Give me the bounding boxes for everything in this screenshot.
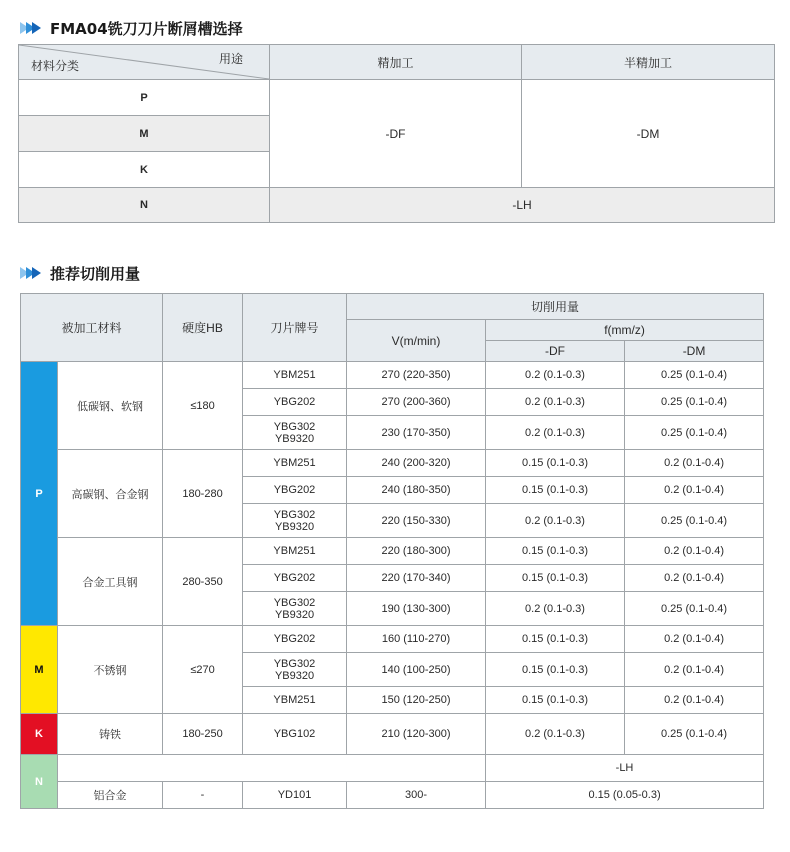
hardness-value: 280-350: [163, 538, 243, 626]
grade-line: YBG302: [273, 596, 316, 609]
material-p-cell: P: [19, 80, 270, 116]
band-m: M: [21, 626, 58, 714]
header-material: 被加工材料: [21, 294, 163, 362]
feed-dm-cell: 0.25 (0.1-0.4): [625, 592, 764, 626]
usage-label: 用途: [218, 52, 243, 66]
speed-cell: 240 (180-350): [347, 477, 486, 504]
hardness-value: ≤270: [163, 626, 243, 714]
material-k-cell: K: [19, 152, 270, 188]
double-arrow-icon: [20, 21, 42, 35]
speed-cell: 270 (220-350): [347, 362, 486, 389]
speed-cell: 150 (120-250): [347, 687, 486, 714]
speed-cell: 230 (170-350): [347, 416, 486, 450]
feed-df-cell: 0.2 (0.1-0.3): [486, 504, 625, 538]
grade-line: YB9320: [274, 608, 315, 621]
grade-cell: YBM251: [243, 538, 347, 565]
pmk-finishing-value: -DF: [270, 80, 522, 188]
material-name: 不锈钢: [58, 626, 163, 714]
grade-line: YB9320: [274, 669, 315, 682]
grade-line: YBG302: [273, 657, 316, 670]
material-name: 合金工具钢: [58, 538, 163, 626]
feed-df-cell: 0.15 (0.1-0.3): [486, 687, 625, 714]
grade-line: YB9320: [274, 520, 315, 533]
grade-line: YBG302: [273, 508, 316, 521]
grade-cell: YBG202: [243, 389, 347, 416]
hardness-value: ≤180: [163, 362, 243, 450]
feed-dm-cell: 0.25 (0.1-0.4): [625, 389, 764, 416]
n-blank-cell: [58, 755, 486, 782]
material-n-cell: N: [19, 188, 270, 223]
speed-cell: 190 (130-300): [347, 592, 486, 626]
double-arrow-icon: [20, 266, 42, 280]
header-df: -DF: [486, 341, 625, 362]
feed-df-cell: 0.15 (0.1-0.3): [486, 626, 625, 653]
pmk-semi-finishing-value: -DM: [522, 80, 775, 188]
feed-dm-cell: 0.2 (0.1-0.4): [625, 653, 764, 687]
grade-cell: [243, 653, 347, 687]
band-p: P: [21, 362, 58, 626]
grade-cell: YBG102: [243, 714, 347, 755]
speed-cell: 220 (180-300): [347, 538, 486, 565]
hardness-value: 180-280: [163, 450, 243, 538]
grade-line: YB9320: [274, 432, 315, 445]
col-header-finishing: 精加工: [270, 45, 522, 80]
feed-dm-cell: 0.2 (0.1-0.4): [625, 538, 764, 565]
grade-cell: [243, 504, 347, 538]
feed-dm-cell: 0.25 (0.1-0.4): [625, 362, 764, 389]
speed-cell: 220 (170-340): [347, 565, 486, 592]
feed-dm-cell: 0.2 (0.1-0.4): [625, 565, 764, 592]
grade-cell: [243, 416, 347, 450]
feed-df-cell: 0.2 (0.1-0.3): [486, 714, 625, 755]
feed-df-cell: 0.2 (0.1-0.3): [486, 389, 625, 416]
feed-df-cell: 0.2 (0.1-0.3): [486, 362, 625, 389]
grade-cell: YBM251: [243, 362, 347, 389]
feed-df-cell: 0.15 (0.1-0.3): [486, 450, 625, 477]
cutting-data-table: [20, 293, 764, 809]
material-name: 铝合金: [58, 782, 163, 809]
grade-line: YBG302: [273, 420, 316, 433]
material-class-label: 材料分类: [31, 59, 80, 73]
material-m-cell: M: [19, 116, 270, 152]
grade-cell: YBG202: [243, 626, 347, 653]
feed-dm-cell: 0.2 (0.1-0.4): [625, 450, 764, 477]
header-cutting: 切削用量: [347, 294, 764, 320]
diagonal-header-cell: [19, 45, 270, 80]
section-title-text: 推荐切削用量: [50, 264, 141, 283]
feed-lh-cell: 0.15 (0.05-0.3): [486, 782, 764, 809]
speed-cell: 300-: [347, 782, 486, 809]
feed-dm-cell: 0.25 (0.1-0.4): [625, 416, 764, 450]
feed-dm-cell: 0.25 (0.1-0.4): [625, 714, 764, 755]
grade-cell: [243, 592, 347, 626]
grade-cell: YD101: [243, 782, 347, 809]
speed-cell: 210 (120-300): [347, 714, 486, 755]
col-header-semi-finishing: 半精加工: [522, 45, 775, 80]
feed-df-cell: 0.15 (0.1-0.3): [486, 538, 625, 565]
feed-dm-cell: 0.2 (0.1-0.4): [625, 687, 764, 714]
grade-cell: YBG202: [243, 477, 347, 504]
grade-cell: YBG202: [243, 565, 347, 592]
header-grade: 刀片牌号: [243, 294, 347, 362]
section-title-chipbreaker: [20, 17, 243, 39]
feed-df-cell: 0.2 (0.1-0.3): [486, 416, 625, 450]
chipbreaker-table: [18, 44, 775, 223]
feed-dm-cell: 0.2 (0.1-0.4): [625, 477, 764, 504]
material-name: 低碳钢、软钢: [58, 362, 163, 450]
n-lh-header: -LH: [486, 755, 764, 782]
header-hardness: 硬度HB: [163, 294, 243, 362]
speed-cell: 220 (150-330): [347, 504, 486, 538]
header-feed: f(mm/z): [486, 320, 764, 341]
grade-cell: YBM251: [243, 687, 347, 714]
feed-df-cell: 0.15 (0.1-0.3): [486, 477, 625, 504]
feed-dm-cell: 0.2 (0.1-0.4): [625, 626, 764, 653]
speed-cell: 160 (110-270): [347, 626, 486, 653]
header-speed: V(m/min): [347, 320, 486, 362]
speed-cell: 240 (200-320): [347, 450, 486, 477]
speed-cell: 140 (100-250): [347, 653, 486, 687]
grade-cell: YBM251: [243, 450, 347, 477]
hardness-value: -: [163, 782, 243, 809]
material-name: 铸铁: [58, 714, 163, 755]
band-k: K: [21, 714, 58, 755]
section-title-cutting: [20, 262, 140, 284]
feed-df-cell: 0.2 (0.1-0.3): [486, 592, 625, 626]
band-n: N: [21, 755, 58, 809]
feed-df-cell: 0.15 (0.1-0.3): [486, 565, 625, 592]
feed-df-cell: 0.15 (0.1-0.3): [486, 653, 625, 687]
n-lh-value: -LH: [270, 188, 775, 223]
feed-dm-cell: 0.25 (0.1-0.4): [625, 504, 764, 538]
material-name: 高碳钢、合金钢: [58, 450, 163, 538]
hardness-value: 180-250: [163, 714, 243, 755]
speed-cell: 270 (200-360): [347, 389, 486, 416]
header-dm: -DM: [625, 341, 764, 362]
section-title-text: FMA04铣刀刀片断屑槽选择: [50, 19, 243, 38]
